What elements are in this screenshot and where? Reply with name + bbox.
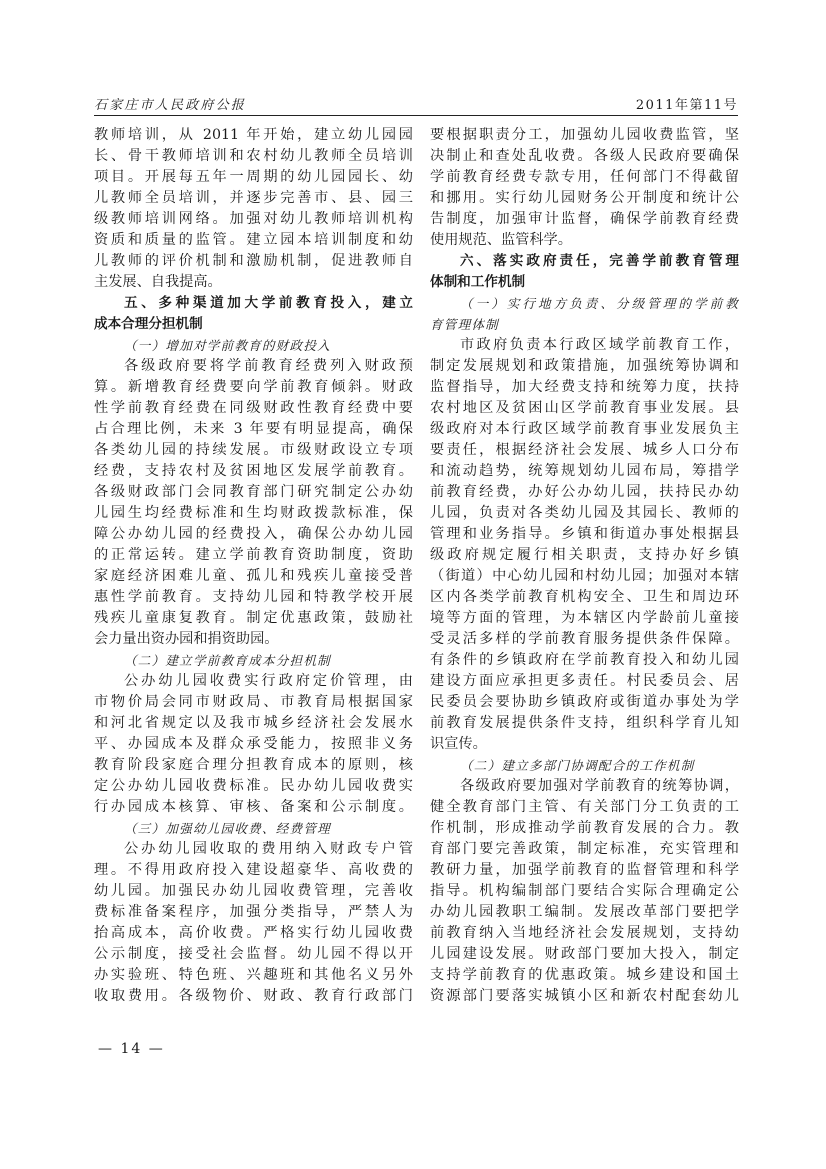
paragraph-start-line: 市政府负责本行政区域学前教育工作， [460,337,739,353]
text-line: （街道）中心幼儿园和村幼儿园；加强对本辖 [430,568,739,584]
section-heading-line: 五、多种渠道加大学前教育投入，建立 [124,295,413,311]
issue-number: 2011年第11号 [635,98,738,113]
text-line: 教育阶段家庭合理分担教育成本的原则，核 [94,757,413,773]
text-line: 决制止和查处乱收费。各级人民政府要确保 [430,148,739,164]
text-line: 作机制，形成推动学前教育发展的合力。教 [430,820,739,836]
text-line: 儿园生均经费标准和生均财政拨款标准，保 [94,505,413,521]
text-line: 惠性学前教育。支持幼儿园和特教学校开展 [94,589,413,605]
page-number: — 14 — [98,1041,165,1057]
text-line: 和流动趋势，统筹规划幼儿园布局，筹措学 [430,463,739,479]
text-line: 办实验班、特色班、兴趣班和其他名义另外 [94,967,413,983]
text-line: 指导。机构编制部门要结合实际合理确定公 [430,883,739,899]
subsection-heading-line: （二）建立多部门协调配合的工作机制 [460,758,695,773]
text-line: 儿教师全员培训，并逐步完善市、县、园三 [94,190,413,206]
text-line: 和挪用。实行幼儿园财务公开制度和统计公 [430,190,739,206]
text-line: 级政府对本行政区域学前教育事业发展负主 [430,421,739,437]
text-line: 区内各类学前教育机构安全、卫生和周边环 [430,589,739,605]
text-line: 公示制度，接受社会监督。幼儿园不得以开 [94,946,413,962]
text-line: 教研力量，加强学前教育的监督管理和科学 [430,862,739,878]
text-line: 级教师培训网络。加强对幼儿教师培训机构 [94,211,413,227]
paragraph-end-line: 识宣传。 [430,736,487,752]
text-line: 收取费用。各级物价、财政、教育行政部门 [94,988,413,1004]
right-column [430,125,739,1007]
text-line: 告制度，加强审计监督，确保学前教育经费 [430,211,739,227]
text-line: 学前教育经费专款专用，任何部门不得截留 [430,169,739,185]
text-line: 资质和质量的监管。建立园本培训制度和幼 [94,232,413,248]
text-line: 儿园建设发展。财政部门要加大投入，制定 [430,946,739,962]
section-heading-line: 六、落实政府责任，完善学前教育管理 [460,253,739,269]
subsection-heading-line: （二）建立学前教育成本分担机制 [124,653,331,668]
running-header [94,94,738,114]
paragraph-start-line: 公办幼儿园收取的费用纳入财政专户管 [124,841,413,857]
text-line: 幼儿园。加强民办幼儿园收费管理，完善收 [94,883,413,899]
text-line: 育部门要完善政策，制定标准，充实管理和 [430,841,739,857]
text-line: 定公办幼儿园收费标准。民办幼儿园收费实 [94,778,413,794]
text-line: 级政府规定履行相关职责，支持办好乡镇 [430,547,739,563]
text-line: 要责任，根据经济社会发展、城乡人口分布 [430,442,739,458]
text-line: 行办园成本核算、审核、备案和公示制度。 [94,799,413,815]
paragraph-end-line: 主发展、自我提高。 [94,274,222,290]
text-line: 各级财政部门会同教育部门研究制定公办幼 [94,484,413,500]
text-line: 家庭经济困难儿童、孤儿和残疾儿童接受普 [94,568,413,584]
text-line: 制定发展规划和政策措施，加强统筹协调和 [430,358,739,374]
text-line: 前教育经费，办好公办幼儿园，扶持民办幼 [430,484,739,500]
text-line: 理。不得用政府投入建设超豪华、高收费的 [94,862,413,878]
journal-title: 石家庄市人民政府公报 [94,98,247,113]
text-line: 支持学前教育的优惠政策。城乡建设和国土 [430,967,739,983]
text-line: 经费，支持农村及贫困地区发展学前教育。 [94,463,413,479]
text-line: 建设方面应承担更多责任。村民委员会、居 [430,673,739,689]
text-line: 监督指导，加大经费支持和统筹力度，扶持 [430,379,739,395]
text-line: 教师培训，从 2011 年开始，建立幼儿园园 [94,127,413,143]
text-line: 前教育纳入当地经济社会发展规划，支持幼 [430,925,739,941]
subsection-heading-line: （三）加强幼儿园收费、经费管理 [124,821,331,836]
text-line: 办幼儿园教职工编制。发展改革部门要把学 [430,904,739,920]
text-line: 健全教育部门主管、有关部门分工负责的工 [430,799,739,815]
paragraph-start-line: 各级政府要加强对学前教育的统筹协调， [460,778,739,794]
text-line: 受灵活多样的学前教育服务提供条件保障。 [430,631,739,647]
section-heading-line: 体制和工作机制 [430,274,526,290]
paragraph-end-line: 会力量出资办园和捐资助园。 [94,631,279,647]
text-line: 儿教师的评价机制和激励机制，促进教师自 [94,253,413,269]
paragraph-start-line: 公办幼儿园收费实行政府定价管理，由 [124,673,413,689]
text-line: 费标准备案程序，加强分类指导，严禁人为 [94,904,413,920]
text-line: 抬高成本，高价收费。严格实行幼儿园收费 [94,925,413,941]
text-line: 平、办园成本及群众承受能力，按照非义务 [94,736,413,752]
text-line: 的正常运转。建立学前教育资助制度，资助 [94,547,413,563]
text-line: 占合理比例，未来 3 年要有明显提高，确保 [94,421,413,437]
text-line: 市物价局会同市财政局、市教育局根据国家 [94,694,413,710]
text-line: 境等方面的管理，为本辖区内学龄前儿童接 [430,610,739,626]
text-line: 算。新增教育经费要向学前教育倾斜。财政 [94,379,413,395]
text-line: 残疾儿童康复教育。制定优惠政策，鼓励社 [94,610,413,626]
paragraph-start-line: 各级政府要将学前教育经费列入财政预 [124,358,413,374]
text-line: 民委员会要协助乡镇政府或街道办事处为学 [430,694,739,710]
text-line: 要根据职责分工，加强幼儿园收费监管，坚 [430,127,739,143]
text-line: 管理和业务指导。乡镇和街道办事处根据县 [430,526,739,542]
section-heading-line: 成本合理分担机制 [94,316,203,332]
text-line: 长、骨干教师培训和农村幼儿教师全员培训 [94,148,413,164]
text-line: 障公办幼儿园的经费投入，确保公办幼儿园 [94,526,413,542]
left-column [94,125,413,1007]
text-line: 有条件的乡镇政府在学前教育投入和幼儿园 [430,652,739,668]
text-line: 农村地区及贫困山区学前教育事业发展。县 [430,400,739,416]
text-line: 和河北省规定以及我市城乡经济社会发展水 [94,715,413,731]
paragraph-end-line: 使用规范、监管科学。 [430,232,572,248]
subsection-heading-line: （一）增加对学前教育的财政投入 [124,338,331,353]
text-line: 资源部门要落实城镇小区和新农村配套幼儿 [430,988,739,1004]
text-line: 前教育发展提供条件支持，组织科学育儿知 [430,715,739,731]
text-line: 各类幼儿园的持续发展。市级财政设立专项 [94,442,413,458]
text-line: 儿园，负责对各类幼儿园及其园长、教师的 [430,505,739,521]
header-rule [94,115,738,116]
text-line: 性学前教育经费在同级财政性教育经费中要 [94,400,413,416]
text-line: 项目。开展每五年一周期的幼儿园园长、幼 [94,169,413,185]
subsection-heading-line: （一）实行地方负责、分级管理的学前教 [460,296,739,311]
subsection-heading-line: 育管理体制 [430,317,499,332]
